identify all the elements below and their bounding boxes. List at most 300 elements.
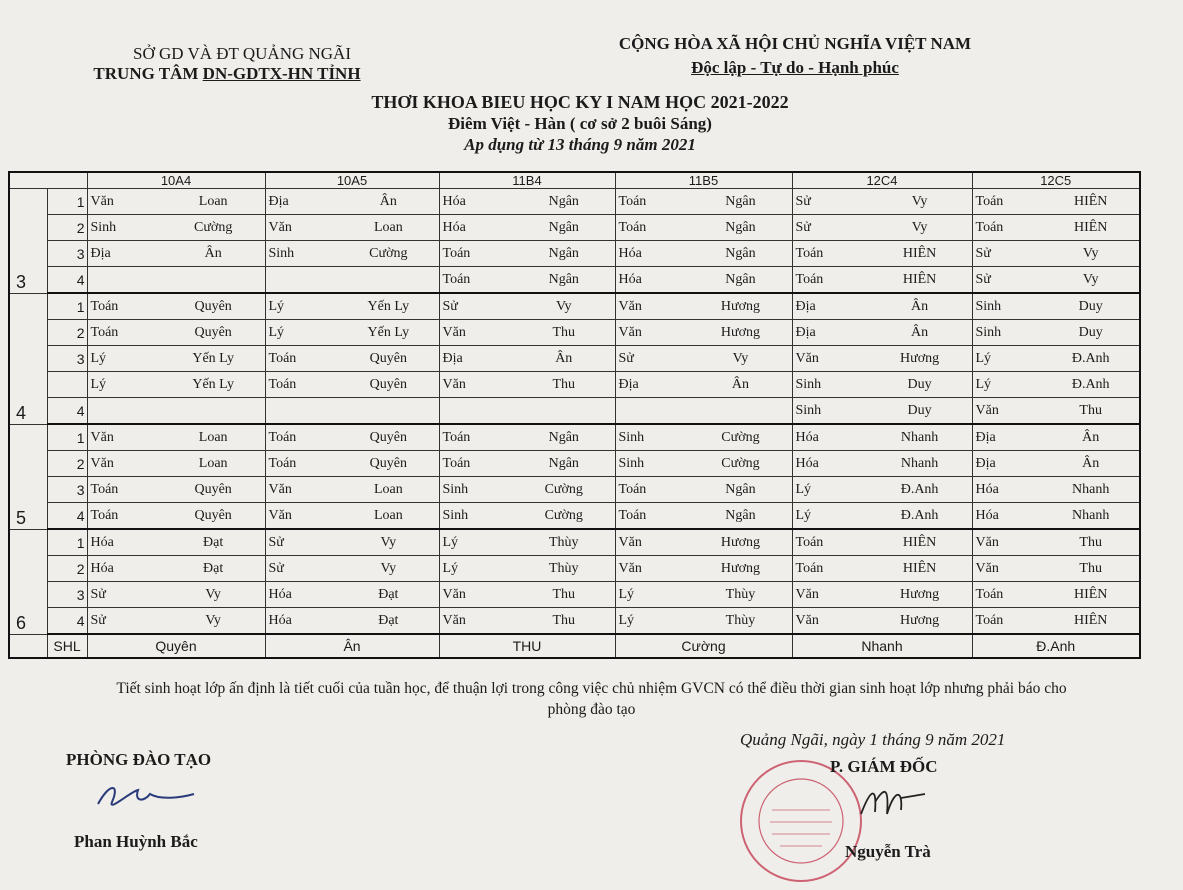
- subject: Địa: [975, 429, 996, 445]
- teacher: Ngân: [725, 507, 756, 523]
- lesson-cell: [87, 451, 265, 477]
- teacher: HIÊN: [1073, 586, 1108, 602]
- shl-row: [9, 634, 1140, 658]
- subject: Văn: [618, 534, 642, 550]
- lesson-cell: [972, 398, 1140, 425]
- subject: Hóa: [618, 245, 642, 261]
- subject: Địa: [795, 324, 816, 340]
- lesson-cell: [265, 346, 439, 372]
- subject: Toán: [795, 245, 824, 261]
- center-name: [62, 64, 392, 84]
- lesson-cell: [792, 189, 972, 215]
- lesson-cell: [792, 451, 972, 477]
- subject: Văn: [442, 612, 466, 628]
- lesson-cell: [615, 451, 792, 477]
- lesson-cell: [439, 372, 615, 398]
- teacher: Ân: [911, 324, 929, 340]
- subject: Toán: [268, 376, 297, 392]
- teacher: Cường: [369, 245, 408, 261]
- period-number: 2: [47, 215, 87, 241]
- lesson-cell: [87, 556, 265, 582]
- right-title: P. GIÁM ĐỐC: [830, 757, 938, 776]
- teacher: Ngân: [725, 245, 756, 261]
- timetable-row: [9, 293, 1140, 320]
- lesson-cell: [972, 424, 1140, 451]
- lesson-cell: [87, 424, 265, 451]
- shl-teacher: Đ.Anh: [972, 634, 1140, 658]
- class-header-row: [9, 172, 1140, 189]
- dept-title: PHÒNG ĐÀO TẠO: [66, 750, 212, 769]
- subject: Sinh: [795, 376, 822, 392]
- period-number: 4: [47, 267, 87, 294]
- teacher: Loan: [373, 219, 403, 235]
- stamp-graphic: [742, 762, 860, 880]
- subject: Địa: [268, 193, 289, 209]
- country-name: CỘNG HÒA XÃ HỘI CHỦ NGHĨA VIỆT NAM: [618, 34, 972, 53]
- lesson-cell: [265, 320, 439, 346]
- teacher: Ngân: [548, 429, 579, 445]
- lesson-cell: [615, 582, 792, 608]
- lesson-cell: [439, 451, 615, 477]
- lesson-cell: [615, 477, 792, 503]
- subject: Toán: [795, 560, 824, 576]
- teacher: Quyên: [194, 507, 232, 523]
- day-label: 5: [9, 424, 47, 529]
- subject: Văn: [975, 534, 999, 550]
- lesson-cell: [87, 608, 265, 635]
- subject: Văn: [795, 612, 819, 628]
- teacher: Hương: [720, 534, 760, 550]
- subject: Văn: [90, 429, 114, 445]
- teacher: Thu: [552, 324, 576, 340]
- teacher: Nhanh: [900, 429, 939, 445]
- period-number: 2: [47, 451, 87, 477]
- lesson-cell: [792, 477, 972, 503]
- lesson-cell: [615, 267, 792, 294]
- subject: Lý: [795, 481, 812, 497]
- lesson-cell: [972, 241, 1140, 267]
- lesson-cell: [87, 372, 265, 398]
- teacher: Ngân: [548, 245, 579, 261]
- lesson-cell: [792, 267, 972, 294]
- lesson-cell: [792, 215, 972, 241]
- period-number: 1: [47, 189, 87, 215]
- lesson-cell: [792, 320, 972, 346]
- lesson-cell: [615, 529, 792, 556]
- subject: Sử: [268, 534, 284, 550]
- teacher: Đ.Anh: [900, 507, 939, 523]
- teacher: Loan: [373, 507, 403, 523]
- lesson-cell: [792, 582, 972, 608]
- lesson-cell: [972, 346, 1140, 372]
- lesson-cell: [615, 556, 792, 582]
- lesson-cell: [972, 451, 1140, 477]
- day-label: 4: [9, 293, 47, 424]
- teacher: Thu: [552, 612, 576, 628]
- lesson-cell: [439, 293, 615, 320]
- subject: Lý: [795, 507, 812, 523]
- lesson-cell: [265, 267, 439, 294]
- teacher: Đ.Anh: [1071, 350, 1110, 366]
- teacher: Đạt: [378, 586, 399, 602]
- subject: Hóa: [618, 271, 642, 287]
- shl-teacher: THU: [439, 634, 615, 658]
- class-header: 12C4: [792, 172, 972, 189]
- lesson-cell: [439, 556, 615, 582]
- lesson-cell: [615, 215, 792, 241]
- lesson-cell: [615, 503, 792, 530]
- period-number: 2: [47, 556, 87, 582]
- subject: Toán: [975, 193, 1004, 209]
- subject: Sinh: [975, 298, 1002, 314]
- subject: Toán: [442, 429, 471, 445]
- lesson-cell: [972, 503, 1140, 530]
- day-label: 6: [9, 529, 47, 634]
- center-name-underlined: DN-GDTX-HN TỈNH: [202, 64, 361, 83]
- lesson-cell: [439, 398, 615, 425]
- teacher: Quyên: [369, 455, 407, 471]
- lesson-cell: [792, 503, 972, 530]
- period-number: 3: [47, 477, 87, 503]
- lesson-cell: [265, 398, 439, 425]
- lesson-cell: [439, 608, 615, 635]
- teacher: Ân: [204, 245, 222, 261]
- timetable-row: [9, 398, 1140, 425]
- period-number: 4: [47, 398, 87, 425]
- timetable-row: [9, 556, 1140, 582]
- shl-teacher: Ân: [265, 634, 439, 658]
- lesson-cell: [792, 424, 972, 451]
- lesson-cell: [615, 372, 792, 398]
- agency-name: SỞ GD VÀ ĐT QUẢNG NGÃI: [132, 44, 351, 63]
- lesson-cell: [439, 215, 615, 241]
- timetable-row: [9, 189, 1140, 215]
- lesson-cell: [87, 503, 265, 530]
- lesson-cell: [265, 293, 439, 320]
- lesson-cell: [972, 267, 1140, 294]
- subject: Sinh: [618, 455, 645, 471]
- teacher: Vy: [205, 586, 221, 602]
- subject: Sử: [795, 219, 811, 235]
- lesson-cell: [265, 451, 439, 477]
- lesson-cell: [792, 398, 972, 425]
- subject: Sử: [268, 560, 284, 576]
- lesson-cell: [792, 608, 972, 635]
- subject: Sử: [90, 612, 106, 628]
- subject: Lý: [975, 376, 992, 392]
- teacher: Yến Ly: [367, 298, 410, 314]
- lesson-cell: [792, 241, 972, 267]
- period-number: 4: [47, 503, 87, 530]
- lesson-cell: [792, 529, 972, 556]
- teacher: Nhanh: [1072, 507, 1110, 523]
- timetable-row: [9, 320, 1140, 346]
- teacher: Cường: [721, 455, 760, 471]
- timetable-row: [9, 582, 1140, 608]
- teacher: Hương: [720, 298, 760, 314]
- subject: Lý: [268, 324, 285, 340]
- teacher: Đ.Anh: [900, 481, 939, 497]
- lesson-cell: [265, 477, 439, 503]
- lesson-cell: [87, 320, 265, 346]
- teacher: HIÊN: [902, 534, 937, 550]
- teacher: Thu: [1079, 534, 1102, 550]
- lesson-cell: [792, 372, 972, 398]
- teacher: Vy: [911, 219, 928, 235]
- lesson-cell: [972, 189, 1140, 215]
- teacher: Quyên: [194, 324, 232, 340]
- subject: Hóa: [90, 560, 114, 576]
- note-line-1: Tiết sinh hoạt lớp ấn định là tiết cuối của tuần học, để thuận lợi trong công việc chủ nhiệm GVCN có thể điều thời gian sinh hoạt lớp nhưng phải báo cho: [116, 680, 1067, 697]
- period-number: 1: [47, 529, 87, 556]
- period-number: 1: [47, 293, 87, 320]
- teacher: Thùy: [548, 534, 579, 550]
- lesson-cell: [439, 529, 615, 556]
- period-number: 1: [47, 424, 87, 451]
- subject: Sinh: [795, 402, 822, 418]
- lesson-cell: [615, 293, 792, 320]
- teacher: Đạt: [203, 534, 224, 550]
- teacher: Quyên: [194, 298, 232, 314]
- subject: Văn: [795, 350, 819, 366]
- right-signer-name: Nguyễn Trà: [845, 842, 931, 861]
- subject: Văn: [618, 324, 642, 340]
- subject: Sinh: [268, 245, 295, 261]
- subject: Toán: [795, 534, 824, 550]
- subject: Toán: [618, 219, 647, 235]
- teacher: Đ.Anh: [1071, 376, 1110, 392]
- teacher: Nhanh: [1072, 481, 1110, 497]
- subject: Sử: [442, 298, 458, 314]
- subject: Sử: [90, 586, 106, 602]
- lesson-cell: [265, 529, 439, 556]
- subject: Sử: [795, 193, 811, 209]
- teacher: HIÊN: [1073, 612, 1108, 628]
- teacher: Ngân: [725, 193, 756, 209]
- subject: Văn: [90, 193, 114, 209]
- subject: Văn: [442, 586, 466, 602]
- teacher: HIÊN: [902, 560, 937, 576]
- teacher: Yến Ly: [192, 376, 234, 392]
- subject: Văn: [618, 298, 642, 314]
- class-header: 11B4: [439, 172, 615, 189]
- teacher: Quyên: [194, 481, 232, 497]
- lesson-cell: [439, 346, 615, 372]
- teacher: HIÊN: [1073, 193, 1108, 209]
- day-label: 3: [9, 189, 47, 294]
- lesson-cell: [265, 241, 439, 267]
- timetable-row: [9, 372, 1140, 398]
- subject: Hóa: [442, 193, 466, 209]
- lesson-cell: [615, 241, 792, 267]
- lesson-cell: [615, 424, 792, 451]
- lesson-cell: [265, 608, 439, 635]
- corner-cell: [9, 172, 87, 189]
- teacher: Cường: [544, 481, 583, 497]
- subject: Toán: [442, 271, 471, 287]
- teacher: Hương: [900, 350, 940, 366]
- subject: Địa: [618, 376, 639, 392]
- lesson-cell: [972, 608, 1140, 635]
- subject: Lý: [268, 298, 285, 314]
- teacher: Đạt: [203, 560, 224, 576]
- subject: Toán: [975, 219, 1004, 235]
- subject: Sinh: [975, 324, 1002, 340]
- lesson-cell: [615, 398, 792, 425]
- period-number: [47, 372, 87, 398]
- teacher: Thùy: [548, 560, 579, 576]
- lesson-cell: [87, 529, 265, 556]
- lesson-cell: [265, 556, 439, 582]
- teacher: Ngân: [548, 271, 579, 287]
- subject: Sinh: [90, 219, 117, 235]
- teacher: Cường: [721, 429, 760, 445]
- lesson-cell: [87, 477, 265, 503]
- timetable-row: [9, 346, 1140, 372]
- teacher: Vy: [1082, 245, 1099, 261]
- teacher: Quyên: [369, 376, 407, 392]
- lesson-cell: [792, 556, 972, 582]
- timetable-row: [9, 503, 1140, 530]
- timetable-row: [9, 241, 1140, 267]
- lesson-cell: [439, 241, 615, 267]
- teacher: Ân: [911, 298, 929, 314]
- left-signature: [90, 772, 200, 822]
- teacher: Loan: [198, 193, 228, 209]
- teacher: Duy: [907, 376, 932, 392]
- teacher: Đạt: [378, 612, 399, 628]
- subject: Lý: [975, 350, 992, 366]
- timetable-row: [9, 451, 1140, 477]
- subject: Toán: [442, 245, 471, 261]
- lesson-cell: [87, 241, 265, 267]
- lesson-cell: [439, 320, 615, 346]
- timetable-row: [9, 529, 1140, 556]
- timetable-row: [9, 608, 1140, 635]
- motto: Độc lập - Tự do - Hạnh phúc: [691, 58, 899, 77]
- lesson-cell: [615, 346, 792, 372]
- subject: Toán: [90, 298, 119, 314]
- subject: Văn: [618, 560, 642, 576]
- timetable-row: [9, 215, 1140, 241]
- subject: Hóa: [90, 534, 114, 550]
- teacher: Hương: [900, 612, 940, 628]
- lesson-cell: [87, 267, 265, 294]
- subject: Văn: [975, 402, 999, 418]
- teacher: Quyên: [369, 429, 407, 445]
- teacher: Yến Ly: [367, 324, 410, 340]
- lesson-cell: [439, 582, 615, 608]
- subject: Hóa: [442, 219, 466, 235]
- lesson-cell: [265, 424, 439, 451]
- subject: Toán: [90, 481, 119, 497]
- subject: Sử: [975, 271, 991, 287]
- teacher: Cường: [544, 507, 583, 523]
- teacher: Ngân: [725, 271, 756, 287]
- subject: Lý: [90, 376, 107, 392]
- lesson-cell: [439, 189, 615, 215]
- shl-teacher: Cường: [615, 634, 792, 658]
- teacher: Ngân: [548, 193, 579, 209]
- subject: Sử: [975, 245, 991, 261]
- lesson-cell: [265, 582, 439, 608]
- period-number: 3: [47, 346, 87, 372]
- timetable: [8, 171, 1141, 659]
- teacher: Duy: [1078, 298, 1103, 314]
- teacher: Ân: [731, 376, 750, 392]
- lesson-cell: [972, 477, 1140, 503]
- teacher: Nhanh: [900, 455, 939, 471]
- period-number: 3: [47, 582, 87, 608]
- teacher: Vy: [380, 560, 397, 576]
- class-header: 11B5: [615, 172, 792, 189]
- subject: Văn: [442, 324, 466, 340]
- lesson-cell: [792, 346, 972, 372]
- timetable-row: [9, 424, 1140, 451]
- subject: Lý: [618, 586, 635, 602]
- lesson-cell: [615, 189, 792, 215]
- teacher: Cường: [193, 219, 233, 235]
- subject: Hóa: [795, 455, 819, 471]
- teacher: HIÊN: [902, 271, 937, 287]
- subject: Sinh: [442, 481, 469, 497]
- teacher: Vy: [1082, 271, 1099, 287]
- official-stamp: [740, 760, 862, 882]
- lesson-cell: [439, 477, 615, 503]
- teacher: Vy: [911, 193, 928, 209]
- teacher: Thu: [1079, 560, 1102, 576]
- subject: Hóa: [268, 586, 292, 602]
- subject: Địa: [795, 298, 816, 314]
- teacher: Ân: [379, 193, 397, 209]
- subject: Lý: [618, 612, 635, 628]
- lesson-cell: [615, 320, 792, 346]
- subject: Sinh: [618, 429, 645, 445]
- lesson-cell: [87, 346, 265, 372]
- teacher: Thu: [552, 376, 576, 392]
- lesson-cell: [972, 556, 1140, 582]
- teacher: HIÊN: [902, 245, 937, 261]
- applied-date: Ap dụng từ 13 tháng 9 năm 2021: [464, 135, 696, 154]
- teacher: Hương: [720, 560, 760, 576]
- lesson-cell: [972, 582, 1140, 608]
- lesson-cell: [265, 215, 439, 241]
- teacher: Thu: [552, 586, 576, 602]
- shl-label: SHL: [47, 634, 87, 658]
- teacher: Vy: [732, 350, 749, 366]
- timetable-row: [9, 477, 1140, 503]
- lesson-cell: [265, 503, 439, 530]
- subject: Toán: [90, 324, 119, 340]
- lesson-cell: [439, 503, 615, 530]
- subject: Văn: [90, 455, 114, 471]
- teacher: Yến Ly: [192, 350, 234, 366]
- subject: Toán: [618, 481, 647, 497]
- page-subtitle: Điêm Việt - Hàn ( cơ sở 2 buôi Sáng): [448, 114, 712, 133]
- teacher: Ngân: [548, 455, 579, 471]
- period-number: 4: [47, 608, 87, 635]
- lesson-cell: [87, 189, 265, 215]
- teacher: Thùy: [725, 586, 756, 602]
- lesson-cell: [87, 215, 265, 241]
- subject: Toán: [268, 350, 297, 366]
- shl-blank: [9, 634, 47, 658]
- subject: Lý: [90, 350, 107, 366]
- teacher: Loan: [198, 429, 228, 445]
- subject: Địa: [90, 245, 111, 261]
- right-signature: [855, 778, 935, 828]
- teacher: Duy: [1078, 324, 1103, 340]
